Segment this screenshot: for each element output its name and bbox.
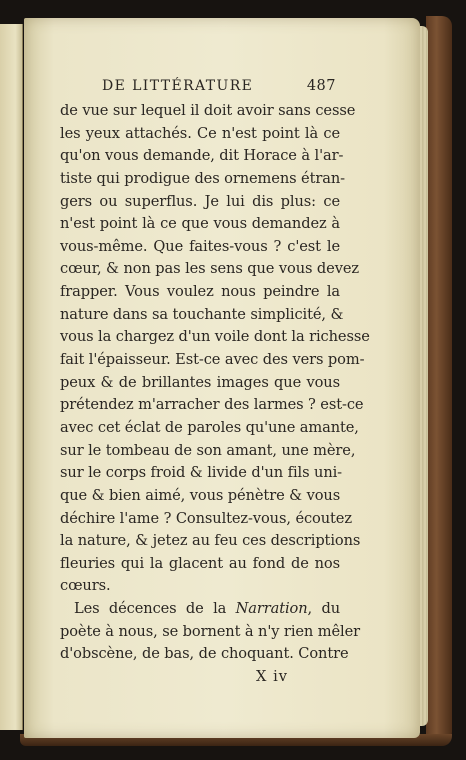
- text-line: frapper. Vous voulez nous peindre la: [60, 283, 340, 301]
- text-line: que & bien aimé, vous pénètre & vous: [60, 486, 341, 504]
- text-line: prétendez m'arracher des larmes ? est-ce: [60, 396, 364, 414]
- page-text: [60, 78, 370, 688]
- text-span: , du: [307, 600, 340, 618]
- text-line: avec cet éclat de paroles qu'une amante,: [60, 418, 359, 436]
- left-page-edge: [0, 24, 23, 730]
- italic-term: Narration: [235, 600, 308, 618]
- text-span: Les décences de la: [74, 600, 236, 618]
- text-line: fait l'épaisseur. Est-ce avec des vers pom-: [60, 351, 365, 369]
- cover-edge: [426, 16, 452, 742]
- text-line: fleuries qui la glacent au fond de nos: [60, 554, 340, 572]
- text-line: la nature, & jetez au feu ces descriptions: [60, 532, 361, 550]
- text-line: cœur, & non pas les sens que vous devez: [60, 260, 359, 278]
- paragraph: [60, 100, 370, 598]
- text-line: [60, 598, 340, 621]
- signature-mark: X iv: [256, 668, 288, 686]
- text-line: sur le corps froid & livide d'un fils uni-: [60, 464, 343, 482]
- text-line: vous-même. Que faites-vous ? c'est le: [60, 237, 340, 255]
- text-line: de vue sur lequel il doit avoir sans cesse: [60, 102, 356, 119]
- text-line: gers ou superflus. Je lui dis plus: ce: [60, 192, 340, 210]
- running-head: [60, 78, 340, 100]
- text-line: déchire l'ame ? Consultez-vous, écoutez: [60, 509, 352, 527]
- page-number: 487: [306, 78, 336, 94]
- text-line: nature dans sa touchante simplicité, &: [60, 305, 344, 323]
- text-line: n'est point là ce que vous demandez à: [60, 215, 340, 233]
- paragraph: [60, 621, 361, 666]
- running-head-title: DE LITTÉRATURE: [102, 78, 254, 94]
- text-line: tiste qui prodigue des ornemens étran-: [60, 169, 345, 187]
- text-line: d'obscène, de bas, de choquant. Contre: [60, 645, 349, 663]
- text-line: poète à nous, se bornent à n'y rien mêler: [60, 622, 361, 640]
- text-line: cœurs.: [60, 577, 111, 595]
- text-line: qu'on vous demande, dit Horace à l'ar-: [60, 147, 344, 165]
- text-line: les yeux attachés. Ce n'est point là ce: [60, 124, 340, 142]
- text-line: vous la chargez d'un voile dont la richesse: [60, 328, 370, 346]
- text-line: peux & de brillantes images que vous: [60, 373, 340, 391]
- text-line: sur le tombeau de son amant, une mère,: [60, 441, 356, 459]
